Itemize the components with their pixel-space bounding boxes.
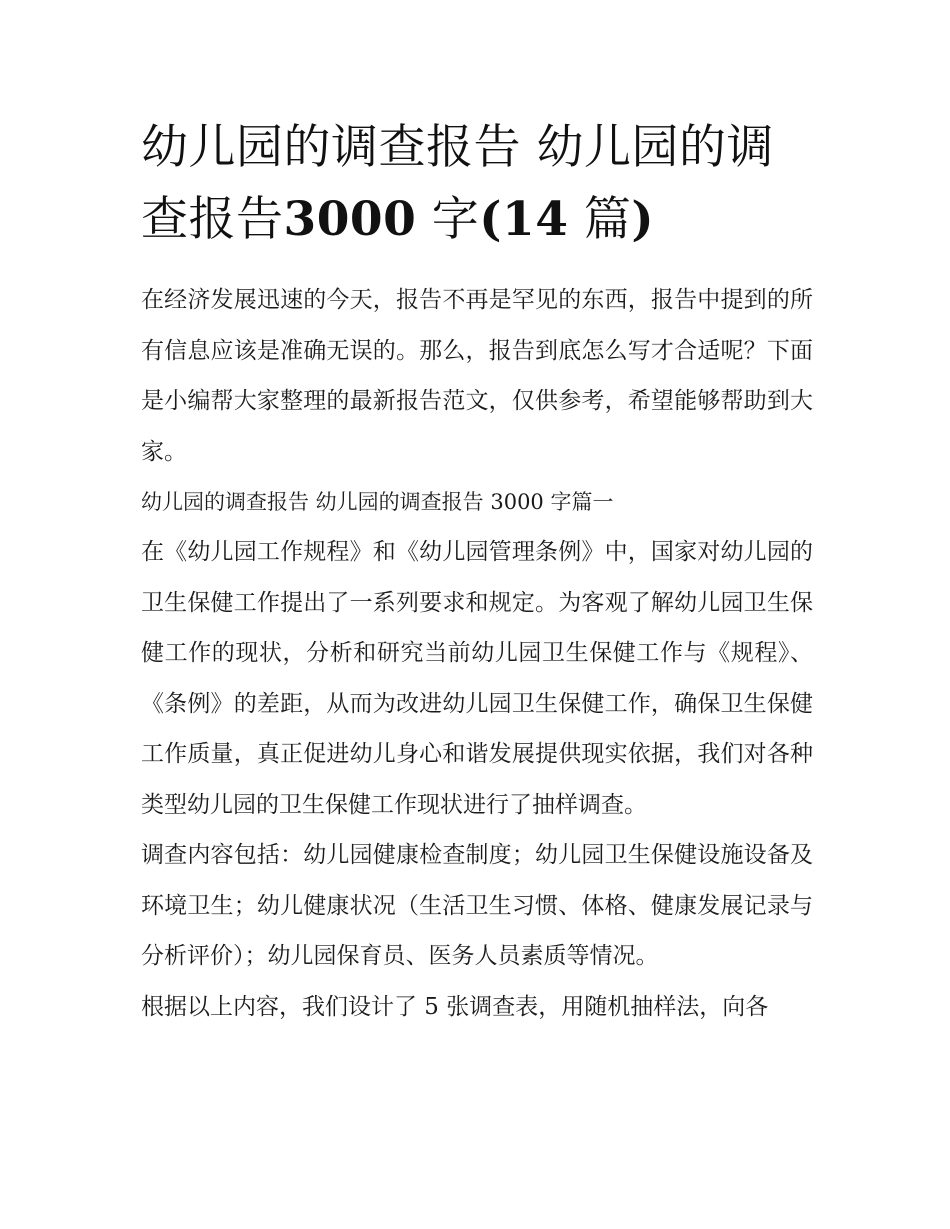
document-page <box>141 112 813 1032</box>
body-paragraph-1: 在《幼儿园工作规程》和《幼儿园管理条例》中，国家对幼儿园的卫生保健工作提出了一系列要求和规定。为客观了解幼儿园卫生保健工作的现状，分析和研究当前幼儿园卫生保健工作与《规程》、《条例》的差距，从而为改进幼儿园卫生保健工作，确保卫生保健工作质量，真正促进幼儿身心和谐发展提供现实依据，我们对各种类型幼儿园的卫生保健工作现状进行了抽样调查。 <box>141 539 813 818</box>
title-close-paren: ) <box>631 192 655 247</box>
intro-paragraph: 在经济发展迅速的今天，报告不再是罕见的东西，报告中提到的所有信息应该是准确无误的。那么，报告到底怎么写才合适呢？下面是小编帮大家整理的最新报告范文，仅供参考，希望能够帮助到大家。 <box>141 287 813 465</box>
section-heading: 幼儿园的调查报告 幼儿园的调查报告 3000 字篇一 <box>141 490 614 514</box>
document-title <box>141 112 813 256</box>
title-count-unit: 篇 <box>583 192 632 247</box>
title-number: 3000 <box>283 192 417 247</box>
body-paragraph-2: 调查内容包括：幼儿园健康检查制度；幼儿园卫生保健设施设备及环境卫生；幼儿健康状况（生活卫生习惯、体格、健康发展记录与分析评价）；幼儿园保育员、医务人员素质等情况。 <box>141 842 813 969</box>
title-count: (14 <box>479 192 569 247</box>
body-paragraph-3: 根据以上内容，我们设计了 5 张调查表，用随机抽样法，向各 <box>141 993 769 1020</box>
title-unit: 字 <box>431 192 480 247</box>
title-text: 幼儿园的调查报告 幼儿园的调查报告 <box>141 120 774 247</box>
